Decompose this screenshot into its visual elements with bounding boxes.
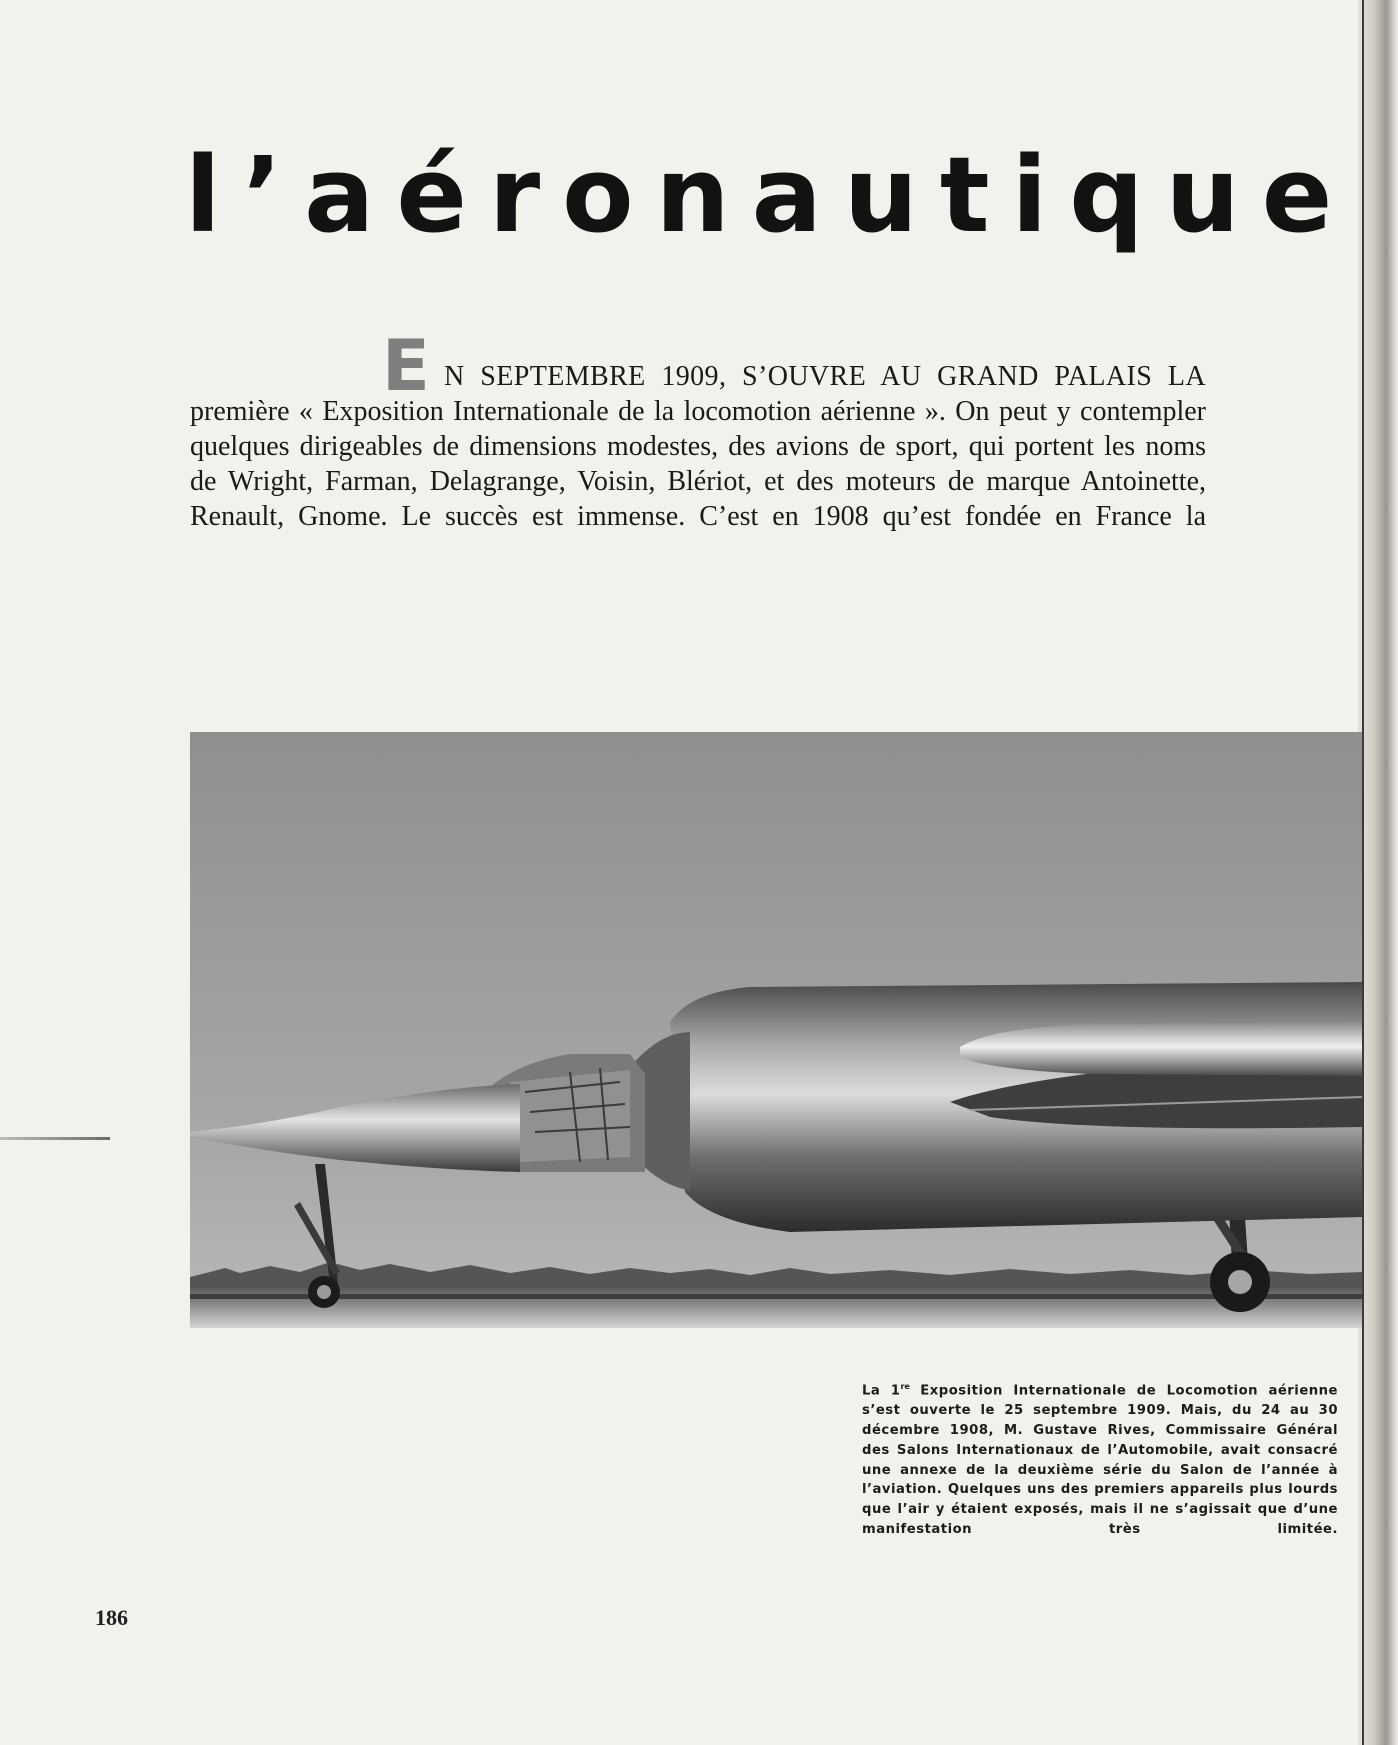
intro-paragraph [190,337,1206,534]
photo-bleed-line [0,1137,110,1140]
page-number: 186 [95,1605,128,1630]
headline: l’aéronautique [185,134,1355,256]
intro-line: première « Exposition Internationale de la locomotion aérienne ». On peut y contempler [190,396,1206,427]
page-gutter-edge [1362,0,1364,1745]
drop-cap: E [382,338,430,394]
caption-prefix: La 1 [862,1383,901,1399]
page-gutter-shadow [1358,0,1398,1745]
intro-first-line-text: N SEPTEMBRE 1909, S’OUVRE AU GRAND PALAIS LA [444,361,1206,392]
intro-line: Renault, Gnome. Le succès est immense. C’est en 1908 qu’est fondée en France la [190,501,1206,532]
intro-first-line [190,337,1206,394]
aircraft-photo [190,732,1362,1328]
photo-caption [862,1377,1338,1540]
intro-line: quelques dirigeables de dimensions modestes, des avions de sport, qui portent les noms [190,431,1206,462]
intro-body [190,394,1206,534]
caption-superscript: re [900,1382,910,1391]
aircraft-photo-illustration [190,732,1362,1328]
caption-text: Exposition Internationale de Locomotion aérienne s’est ouverte le 25 septembre 1909. Mais, du 24 au 30 décembre 1908, M. Gustave Rives, Commissaire Général des Salons Internationaux de l’Automobile, avait consacré une annexe de la deuxième série du Salon de l’année à l’aviation. Quelques uns des premiers appareils plus lourds que l’air y étaient exposés, mais il ne s’agissait que d’une manifestation très limitée. [862,1383,1338,1537]
intro-line: de Wright, Farman, Delagrange, Voisin, Blériot, et des moteurs de marque Antoinette, [190,466,1206,497]
